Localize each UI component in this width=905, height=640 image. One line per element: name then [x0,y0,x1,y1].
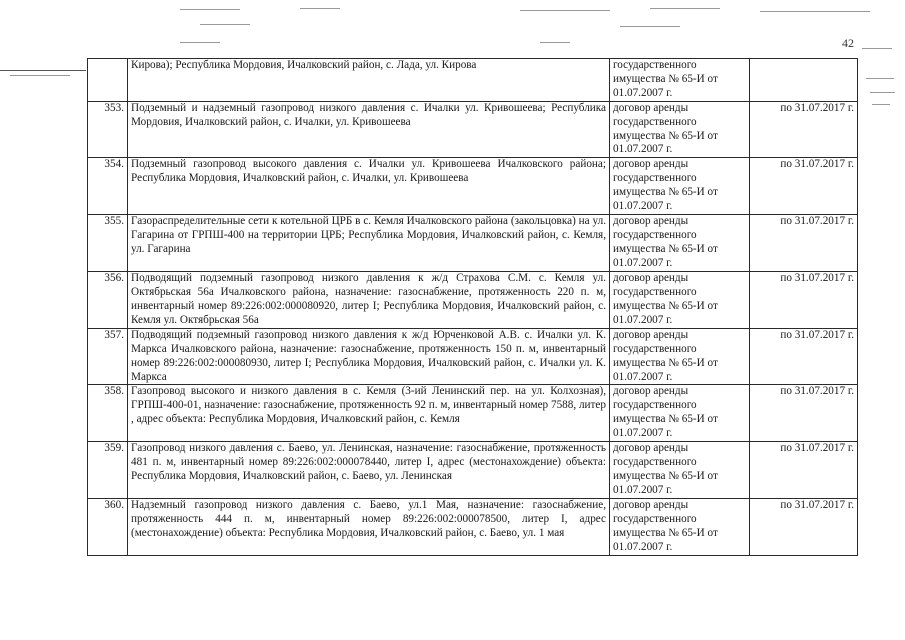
row-number: 353. [88,102,128,158]
basis-line: 01.07.2007 г. [613,199,673,212]
object-description: Подводящий подземный газопровод низкого давления к ж/д Страхова С.М. с. Кемля ул. Октябрьская 56а Ичалковского района, назначение: газоснабжение, протяженность 220 п. м, инвентарный номер 89:226:002:000080920, литер I; Республика Мордовия, Ичалковский район, с. Кемля ул. Октябрьская 56а [128,272,610,329]
object-description: Подземный газопровод высокого давления с. Ичалки ул. Кривошеева Ичалковского района; Республика Мордовия, Ичалковский район, с. Ичалки, ул. Кривошеева [128,158,610,215]
table-row [88,215,858,272]
lease-basis [610,158,750,215]
object-description: Газораспределительные сети к котельной ЦРБ в с. Кемля Ичалковского района (закольцовка) на ул. Гагарина от ГРПШ-400 на территории ЦРБ; Республика Мордовия, Ичалковский район, с. Кемля, ул. Гагарина [128,215,610,272]
scan-artifact-left [0,70,86,71]
lease-basis [610,102,750,158]
basis-line: договор аренды [613,102,689,114]
basis-line: 01.07.2007 г. [613,313,673,326]
lease-basis [610,215,750,272]
property-registry-table [87,58,858,556]
scan-artifact-top [180,9,240,10]
basis-line: имущества № 65-И от [613,356,718,369]
lease-basis [610,442,750,499]
basis-line: договор аренды [613,442,689,455]
table-row [88,442,858,499]
table-row [88,102,858,158]
lease-term: по 31.07.2017 г. [750,385,858,442]
row-number [88,59,128,102]
basis-line: государственного [613,115,697,128]
table-row [88,499,858,556]
basis-line: государственного [613,456,697,469]
basis-line: 01.07.2007 г. [613,370,673,383]
basis-line: государственного [613,228,697,241]
object-description: Газопровод низкого давления с. Баево, ул. Ленинская, назначение: газоснабжение, протяженность 481 п. м, инвентарный номер 89:226:002:000078440, литер I, адрес (местонахождение) объекта: Республика Мордовия, Ичалковский район, с. Баево, ул. Ленинская [128,442,610,499]
lease-basis [610,329,750,385]
table-row [88,272,858,329]
object-description: Подземный и надземный газопровод низкого давления с. Ичалки ул. Кривошеева; Республика Мордовия, Ичалковский район, с. Ичалки, ул. Кривошеева [128,102,610,158]
basis-line: 01.07.2007 г. [613,483,673,496]
basis-line: договор аренды [613,499,689,512]
basis-line: 01.07.2007 г. [613,86,673,99]
basis-line: государственного [613,285,697,298]
basis-line: государственного [613,171,697,184]
row-number: 354. [88,158,128,215]
scan-artifact-right [872,104,890,105]
row-number: 356. [88,272,128,329]
lease-basis [610,499,750,556]
page-number: 42 [842,36,854,50]
scan-artifact-top [650,8,720,9]
basis-line: договор аренды [613,158,689,171]
basis-line: имущества № 65-И от [613,72,718,85]
basis-line: государственного [613,59,697,71]
scan-artifact-top [520,10,610,11]
basis-line: государственного [613,513,697,526]
lease-term: по 31.07.2017 г. [750,102,858,158]
lease-basis [610,272,750,329]
basis-line: договор аренды [613,272,689,285]
basis-line: 01.07.2007 г. [613,143,673,156]
lease-term: по 31.07.2017 г. [750,329,858,385]
basis-line: 01.07.2007 г. [613,540,673,553]
row-number: 358. [88,385,128,442]
lease-term: по 31.07.2017 г. [750,499,858,556]
row-number: 359. [88,442,128,499]
table-row [88,329,858,385]
lease-term: по 31.07.2017 г. [750,215,858,272]
basis-line: имущества № 65-И от [613,469,718,482]
table-row [88,59,858,102]
basis-line: государственного [613,342,697,355]
basis-line: 01.07.2007 г. [613,256,673,269]
row-number: 355. [88,215,128,272]
scan-artifact-top [760,11,870,12]
scan-artifact-left [10,75,70,76]
row-number: 360. [88,499,128,556]
basis-line: договор аренды [613,329,689,342]
lease-term [750,59,858,102]
basis-line: имущества № 65-И от [613,299,718,312]
scan-artifact-top [200,24,250,25]
scan-artifact-top [540,42,570,43]
object-description: Подводящий подземный газопровод низкого давления к ж/д Юрченковой А.В. с. Ичалки ул. К. Маркса Ичалковского района, назначение: газоснабжение, протяженность 150 п. м, инвентарный номер 89:226:002:000080930, литер I; Республика Мордовия, Ичалковский район, с. Ичалки ул. К. Маркса [128,329,610,385]
scan-artifact-top [620,26,680,27]
basis-line: имущества № 65-И от [613,242,718,255]
basis-line: договор аренды [613,385,689,398]
lease-term: по 31.07.2017 г. [750,442,858,499]
object-description: Кирова); Республика Мордовия, Ичалковский район, с. Лада, ул. Кирова [128,59,610,102]
lease-basis [610,59,750,102]
basis-line: имущества № 65-И от [613,526,718,539]
scan-artifact-top [300,8,340,9]
lease-term: по 31.07.2017 г. [750,158,858,215]
scan-artifact-right [866,78,894,79]
basis-line: имущества № 65-И от [613,412,718,425]
basis-line: имущества № 65-И от [613,129,718,142]
basis-line: имущества № 65-И от [613,185,718,198]
scan-artifact-top [180,42,220,43]
basis-line: 01.07.2007 г. [613,426,673,439]
scan-artifact-right [870,92,895,93]
table-row [88,385,858,442]
lease-term: по 31.07.2017 г. [750,272,858,329]
scan-artifact-right [862,48,892,49]
lease-basis [610,385,750,442]
row-number: 357. [88,329,128,385]
object-description: Надземный газопровод низкого давления с. Баево, ул.1 Мая, назначение: газоснабжение, протяженность 444 п. м, инвентарный номер 89:226:002:000078500, литер I, адрес (местонахождение) объекта: Республика Мордовия, Ичалковский район, с. Баево, ул. 1 мая [128,499,610,556]
table-row [88,158,858,215]
basis-line: государственного [613,399,697,412]
basis-line: договор аренды [613,215,689,228]
object-description: Газопровод высокого и низкого давления в с. Кемля (3-ий Ленинский пер. на ул. Колхозная), ГРПШ-400-01, назначение: газоснабжение, протяженность 92 п. м, инвентарный номер 7588, литер , адрес объекта: Республика Мордовия, Ичалковский район, с. Кемля [128,385,610,442]
